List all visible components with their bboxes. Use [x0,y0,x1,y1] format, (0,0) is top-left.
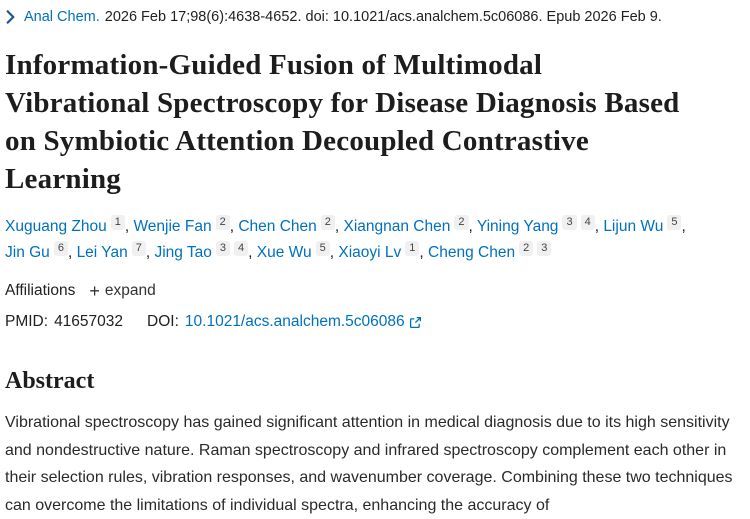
affiliations-expand-button[interactable] [89,282,155,300]
author-separator: , [145,244,151,261]
affiliation-number-badge: 3 [537,241,551,256]
affiliation-number-badge: 3 [562,215,576,230]
author-link[interactable]: Jing Tao [154,244,212,261]
affiliation-number-badge: 2 [216,215,230,230]
author-link[interactable]: Cheng Chen [428,244,516,261]
title-line: on Symbiotic Attention Decoupled Contrastive [5,125,589,157]
title-line: Learning [5,163,121,195]
author-link[interactable]: Wenjie Fan [133,218,212,235]
author-separator: , [419,244,424,261]
author-link[interactable]: Xiangnan Chen [343,218,451,235]
author-separator: , [124,218,130,235]
affiliation-number-badge: 4 [581,215,595,230]
title-line: Information-Guided Fusion of Multimodal [5,49,543,81]
author [5,244,72,261]
author-list [5,214,746,266]
author-link[interactable]: Xiaoyi Lv [338,244,402,261]
author-link[interactable]: Lijun Wu [603,218,664,235]
author [77,244,151,261]
author-separator: , [248,244,253,261]
title-line: Vibrational Spectroscopy for Disease Diagnosis Based [5,87,680,119]
author [344,218,473,235]
affiliation-number-badge: 3 [216,241,230,256]
author-separator: , [229,218,235,235]
author-separator: , [594,218,599,235]
journal-citation [6,7,746,27]
affiliations-label: Affiliations [5,282,76,299]
author [257,244,334,261]
affiliation-number-badge: 1 [405,241,419,256]
author [603,218,685,235]
doi-label: DOI: [147,313,179,330]
affiliation-number-badge: 7 [132,241,146,256]
author [5,218,129,235]
abstract-text: Vibrational spectroscopy has gained significant attention in medical diagnosis due to its high sensitivity and nondestructive nature. Raman spectroscopy and infrared spectroscopy complement each other in their selection rules, vibration responses, and wavenumber coverage. Combining these two techniques can overcome the limitations of individual spectra, enhancing the accuracy of [5,414,733,514]
journal-link[interactable]: Anal Chem. [24,9,100,25]
expand-label: expand [104,282,156,299]
pubmed-abstract-page [5,7,746,519]
author-link[interactable]: Xue Wu [256,244,312,261]
author-link[interactable]: Xuguang Zhou [5,218,107,235]
author [133,218,234,235]
author-separator: , [334,218,340,235]
plus-icon: + [89,281,100,301]
author [338,244,423,261]
affiliation-number-badge: 5 [667,215,681,230]
doi-group [147,312,422,332]
affiliations-row [5,281,746,301]
doi-link[interactable]: 10.1021/acs.analchem.5c06086 [184,313,405,330]
author-link[interactable]: Chen Chen [238,218,317,235]
chevron-right-icon[interactable] [6,10,15,24]
author-separator: , [329,244,335,261]
pmid-value: 41657032 [54,313,124,330]
affiliation-number-badge: 2 [321,215,335,230]
pmid-label: PMID: [5,313,49,330]
pmid-group [5,312,123,332]
author [477,218,599,235]
affiliation-number-badge: 2 [519,241,533,256]
author [238,218,339,235]
author-link[interactable]: Jin Gu [5,244,50,261]
article-title [5,46,746,198]
affiliation-number-badge: 6 [54,241,68,256]
author-separator: , [67,244,73,261]
identifiers-row [5,312,746,332]
abstract-heading: Abstract [5,368,95,394]
affiliation-number-badge: 2 [454,215,468,230]
author [154,244,252,261]
author-separator: , [681,218,686,235]
author-separator: , [468,218,473,235]
external-link-icon [409,316,422,329]
affiliation-number-badge: 1 [111,215,125,230]
affiliation-number-badge: 4 [234,241,248,256]
citation-details: 2026 Feb 17;98(6):4638-4652. doi: 10.1021/acs.analchem.5c06086. Epub 2026 Feb 9. [104,9,662,25]
author-link[interactable]: Yining Yang [476,218,559,235]
author [428,244,551,261]
affiliation-number-badge: 5 [316,241,330,256]
author-link[interactable]: Lei Yan [76,244,128,261]
